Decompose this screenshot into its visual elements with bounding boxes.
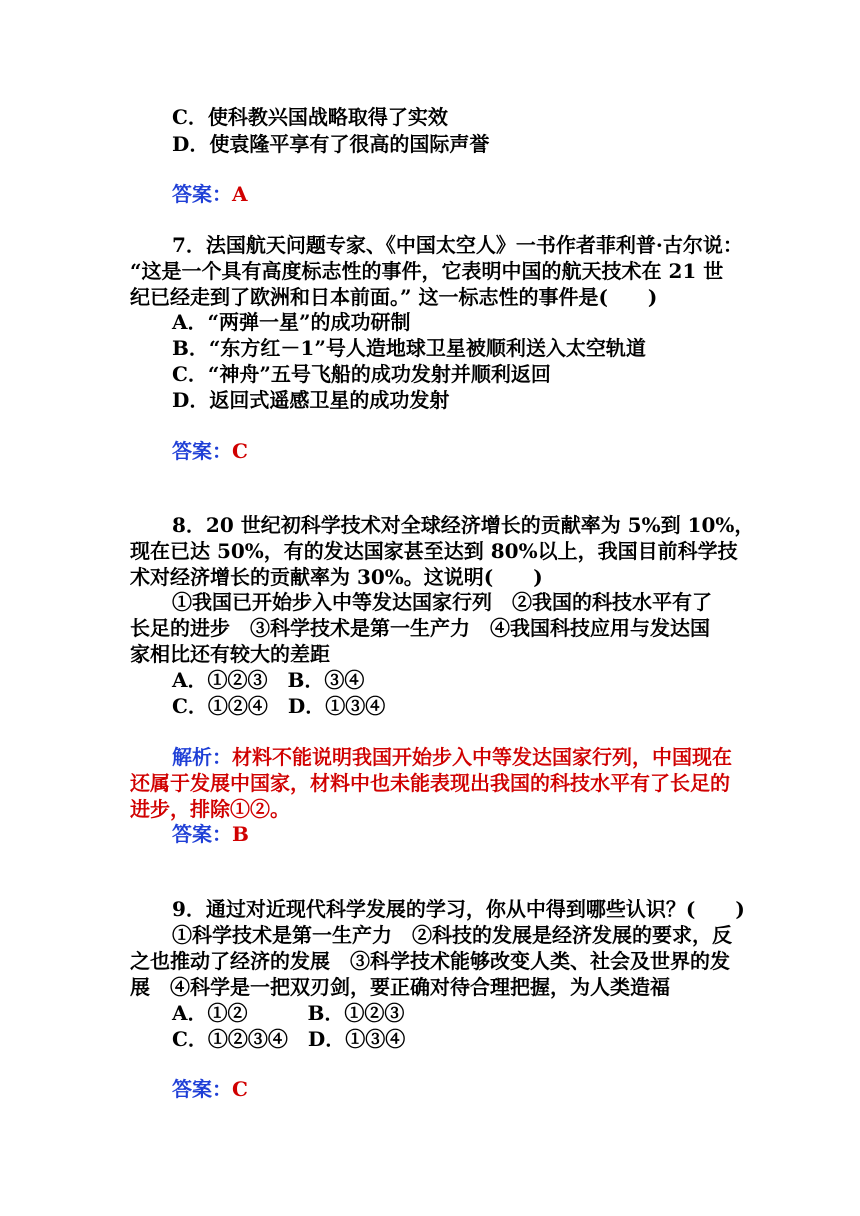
q7-option-a: A．“两弹一星”的成功研制 (172, 310, 411, 334)
q8-stem-line1: 8．20 世纪初科学技术对全球经济增长的贡献率为 5%到 10%， (172, 513, 755, 537)
q9-stem-line1: 9．通过对近现代科学发展的学习，你从中得到哪些认识？( ) (172, 897, 745, 921)
q6-answer (172, 181, 772, 207)
answer-label: 答案： (172, 1077, 232, 1101)
q8-options-ab: A．①②③ B．③④ (172, 668, 365, 692)
q8-statement-line1: ①我国已开始步入中等发达国家行列 ②我国的科技水平有了 (172, 590, 712, 614)
analysis-label: 解析： (172, 745, 232, 769)
q8-analysis-line1 (172, 744, 772, 770)
q7-stem-line1: 7．法国航天问题专家、《中国太空人》一书作者菲利普·古尔说： (172, 233, 743, 257)
answer-value: B (232, 822, 249, 846)
answer-label: 答案： (172, 439, 232, 463)
answer-label: 答案： (172, 822, 232, 846)
q8-analysis-line2: 还属于发展中国家，材料中也未能表现出我国的科技水平有了长足的 (130, 771, 730, 795)
answer-label: 答案： (172, 182, 232, 206)
analysis-text: 材料不能说明我国开始步入中等发达国家行列，中国现在 (232, 745, 732, 769)
answer-value: C (232, 1077, 248, 1101)
q9-options-cd: C．①②③④ D．①③④ (172, 1027, 406, 1051)
q9-answer (172, 1076, 772, 1102)
q9-statement-line1: ①科学技术是第一生产力 ②科技的发展是经济发展的要求，反 (172, 923, 732, 947)
q7-stem-line3: 纪已经走到了欧洲和日本前面。” 这一标志性的事件是( ) (130, 285, 658, 309)
q7-option-b: B．“东方红－1”号人造地球卫星被顺利送入太空轨道 (172, 336, 646, 360)
q9-statement-line2: 之也推动了经济的发展 ③科学技术能够改变人类、社会及世界的发 (130, 949, 730, 973)
q8-analysis-line3: 进步，排除①②。 (130, 797, 290, 821)
q7-answer (172, 438, 772, 464)
q8-statement-line2: 长足的进步 ③科学技术是第一生产力 ④我国科技应用与发达国 (130, 616, 710, 640)
q7-option-c: C．“神舟”五号飞船的成功发射并顺利返回 (172, 362, 551, 386)
q8-answer (172, 821, 772, 847)
q8-stem-line2: 现在已达 50%，有的发达国家甚至达到 80%以上，我国目前科学技 (130, 539, 738, 563)
q7-option-d: D．返回式遥感卫星的成功发射 (172, 388, 450, 412)
q7-stem-line2: “这是一个具有高度标志性的事件，它表明中国的航天技术在 21 世 (130, 259, 724, 283)
q9-options-ab: A．①② B．①②③ (172, 1001, 405, 1025)
q8-options-cd: C．①②④ D．①③④ (172, 694, 386, 718)
q6-option-d: D．使袁隆平享有了很高的国际声誉 (172, 132, 490, 156)
q8-stem-line3: 术对经济增长的贡献率为 30%。这说明( ) (130, 565, 543, 589)
q8-statement-line3: 家相比还有较大的差距 (130, 642, 330, 666)
q9-statement-line3: 展 ④科学是一把双刃剑，要正确对待合理把握，为人类造福 (130, 975, 670, 999)
answer-value: A (232, 182, 248, 206)
q6-option-c: C．使科教兴国战略取得了实效 (172, 105, 448, 129)
answer-value: C (232, 439, 248, 463)
